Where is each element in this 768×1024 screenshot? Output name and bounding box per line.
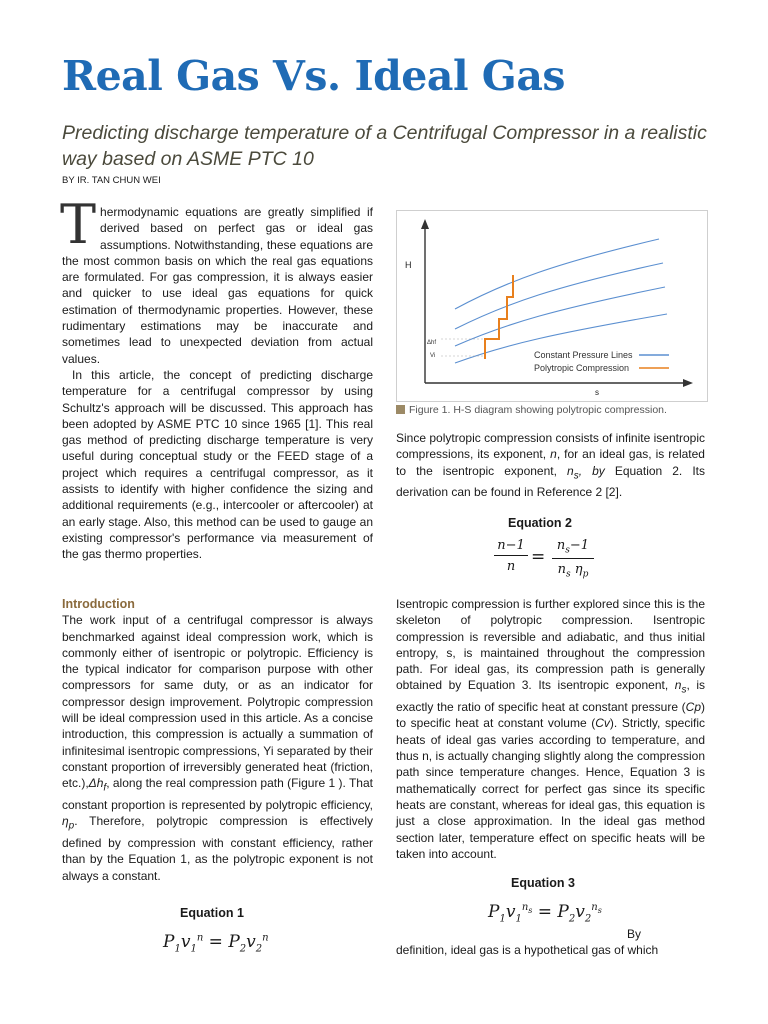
equation-1-title: Equation 1 <box>180 906 244 920</box>
right-column-p1 <box>396 430 705 501</box>
pressure-line-2 <box>455 263 663 329</box>
pressure-line-1 <box>455 239 659 309</box>
paragraph-2: In this article, the concept of predicting discharge temperature for a centrifugal compressor by using Schultz's approach will be discussed. This approach has been adopted by ASME PTC 10 since 1965 [1]. This real gas method of predicting discharge temperature is very useful during conceptual study or the FEED stage of a project which requires a centrifugal compressor, as it assists to identify with higher confidence the sizing and additional requirements (e.g., intercooler or aftercooler) at an early stage. Also, this method can be used to gauge an existing compressor's performance via measurement of the gas thermo properties. <box>62 367 373 562</box>
subtitle: Predicting discharge temperature of a Centrifugal Compressor in a realistic way based on ASME PTC 10 <box>62 122 707 170</box>
intro-text-b: , along the real compression path (Figure 1 ). That constant proportion is represented by polytropic efficiency, <box>62 776 373 812</box>
drop-cap: T <box>60 193 97 256</box>
paragraph-introduction <box>62 612 373 884</box>
by-word: By <box>627 927 642 941</box>
paragraph-ideal-gas-definition: definition, ideal gas is a hypothetical gas of which <box>396 943 659 957</box>
axis-label-s: s <box>595 388 599 397</box>
axis-label-h: H <box>405 260 412 270</box>
intro-text-a: The work input of a centrifugal compressor is always benchmarked against ideal compression work, which is commonly either of isentropic or polytropic. Efficiency is the typical indicator for comparison purpose with other compressors for same duty, or as an indicator for compressor design improvement. Polytropic compression will be ideal compression used in this article. As a concise introduction, this compression is actually a summation of infinitesimal isentropic compressions, Yi separated by their constant proportion of irreversibly generated heat (friction, etc.), <box>62 613 373 791</box>
section-heading-introduction: Introduction <box>62 597 135 611</box>
left-column-intro <box>62 596 373 884</box>
figure-caption: Figure 1. H-S diagram showing polytropic compression. <box>396 404 667 416</box>
paragraph-1: hermodynamic equations are greatly simplified if derived based on perfect gas or ideal gas assumptions. Notwithstanding, these equations are the most common basis on which the real gas equations are formulated. For gas compression, it is always easier and quicker to use ideal gas equations for quick estimation of thermodynamic properties. However, these rudimentary estimations may be inaccurate and sometimes lead to unexpected deviation from actual values. <box>62 205 373 366</box>
left-column-top <box>60 193 373 563</box>
equation-2-title: Equation 2 <box>508 516 572 530</box>
equation-2-equals: = <box>531 547 546 567</box>
byline: BY IR. TAN CHUN WEI <box>62 175 161 186</box>
y-axis-arrow <box>421 219 429 229</box>
delta-hf-symbol: $\Delta h_f$ <box>88 776 107 794</box>
equation-3: $P_1v_1^{n_s} = P_2v_2^{n_s}$ <box>488 902 602 925</box>
intro-text-c: . Therefore, polytropic compression is effectively defined by compression with constant efficiency, rather than by the Equation 1, as the polytropic exponent is not always a constant. <box>62 814 373 883</box>
paragraph-polytropic-exponent: Since polytropic compression consists of infinite isentropic compressions, its exponent, n, for an ideal gas, is related to the isentropic exponent, $n_s$, by Equation 2. Its derivation can be found in Reference 2 [2]. <box>396 431 705 500</box>
caption-marker-icon <box>396 405 405 414</box>
hs-diagram-figure <box>396 210 708 402</box>
label-vi: Vi <box>430 353 436 359</box>
equation-2-rhs: $\frac{n_s-1}{n_s \eta_p}$ <box>552 538 594 579</box>
pressure-line-3 <box>455 287 665 346</box>
legend-constant-pressure: Constant Pressure Lines <box>534 350 633 360</box>
label-delta-hf: Δhf <box>427 340 437 346</box>
page-title: Real Gas Vs. Ideal Gas <box>62 52 565 100</box>
legend-polytropic: Polytropic Compression <box>534 363 630 373</box>
eta-p-symbol: $\eta_p$ <box>62 814 75 832</box>
equation-1: $P_1v_1^n = P_2v_2^n$ <box>163 932 269 955</box>
x-axis-arrow <box>683 379 693 387</box>
hs-diagram-chart <box>397 211 707 401</box>
equation-3-title: Equation 3 <box>511 876 575 890</box>
right-column-p2 <box>396 596 705 862</box>
paragraph-isentropic: Isentropic compression is further explored since this is the skeleton of polytropic compression. Isentropic compression is reversible and adiabatic, and thus initial entropy, s, is maintained throughout the compression path. For ideal gas, its compression path is generally obtained by Equation 3. Its isentropic exponent, $n_s$, is exactly the ratio of specific heat at constant pressure (Cp) to specific heat at constant volume (Cv). Strictly, specific heats of ideal gas varies according to temperature, and thus n, is actually changing slightly along the compression path since temperature changes. Hence, Equation 3 is mathematically correct for perfect gas since its specific heats are constant, whereas for ideal gas, this equation is just a close approximation. In the ideal gas method section later, temperature effect on specific heats will be taken into account. <box>396 597 705 861</box>
equation-2-lhs: $\frac{n-1}{n}$ <box>494 538 528 574</box>
